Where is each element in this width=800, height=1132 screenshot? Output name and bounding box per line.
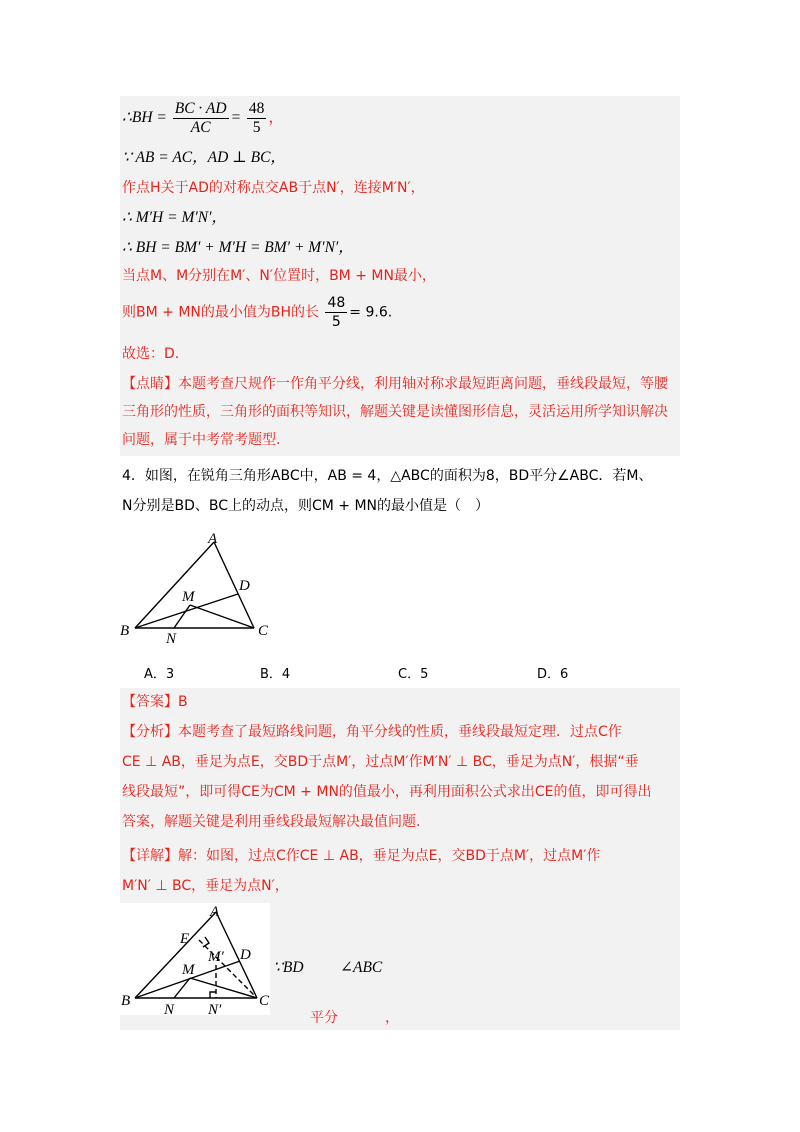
angle-abc: ∠ABC <box>340 959 383 976</box>
answer-line: 【答案】B <box>122 694 188 710</box>
option-b[interactable]: B．4 <box>260 667 291 682</box>
minimum-value-line: 则BM + MN的最小值为BH的长 $\frac{48}{5}$ = 9.6. <box>122 295 393 330</box>
analysis-line-4: 答案，解题关键是利用垂线段最短解决最值问题. <box>122 814 421 830</box>
minimum-condition-line: 当点M、M分别在M′、N′位置时，BM + MN最小， <box>122 268 436 284</box>
note-line-1: 【点睛】本题考查尺规作一作角平分线，利用轴对称求最短距离问题，垂线段最短，等腰 <box>122 376 668 392</box>
fig2-label-n: N <box>164 1002 175 1015</box>
question-triangle-figure <box>118 530 298 650</box>
label-m: M <box>182 589 195 605</box>
trailing-comma: ， <box>385 1010 399 1026</box>
label-b: B <box>120 623 130 639</box>
construction-line: 作点H关于AD的对称点交AB于点N′，连接M′N′， <box>122 180 425 196</box>
analysis-line-1: 【分析】本题考查了最短路线问题，角平分线的性质，垂线段最短定理．过点C作 <box>122 724 622 740</box>
analysis-line-3: 线段最短”，即可得CE为CM + MN的值最小，再利用面积公式求出CE的值，即可得出 <box>122 784 652 800</box>
fig2-label-m-prime: M′ <box>208 949 224 965</box>
formula-bh: ∴BH = $\frac{BC \cdot AD}{AC}$ = $\frac{48}{5}$ ， <box>122 100 284 136</box>
analysis-line-2: CE ⊥ AB，垂足为点E，交BD于点M′，过点M′作M′N′ ⊥ BC，垂足为点N′，根据“垂 <box>122 754 639 770</box>
note-line-2: 三角形的性质，三角形的面积等知识，解题关键是读懂图形信息，灵活运用所学知识解决 <box>122 404 668 420</box>
label-n: N <box>166 631 177 647</box>
because-bd: ∵BD <box>273 959 304 976</box>
fig2-label-b: B <box>121 993 131 1009</box>
bh-sum-line: ∴ BH = BM′ + M′H = BM′ + M′N′， <box>122 239 354 256</box>
choice-line: 故选：D. <box>122 346 180 362</box>
option-c[interactable]: C．5 <box>398 667 429 682</box>
solution-triangle-figure <box>120 903 270 1015</box>
fig2-label-n-prime: N′ <box>208 1002 222 1015</box>
equal-segments-line: ∴ M′H = M′N′， <box>122 209 227 226</box>
fig2-label-a: A <box>210 904 220 920</box>
question-4-line-2: N分别是BD、BC上的动点，则CM + MN的最小值是（ ） <box>122 498 490 514</box>
fig2-label-c: C <box>259 993 270 1009</box>
question-4-line-1: 4．如图，在锐角三角形ABC中，AB = 4，△ABC的面积为8，BD平分∠ABC．若M、 <box>122 468 653 484</box>
option-a[interactable]: A．3 <box>144 667 175 682</box>
fig2-label-m: M <box>182 962 195 978</box>
detail-line-1: 【详解】解：如图，过点C作CE ⊥ AB，垂足为点E，交BD于点M′，过点M′作 <box>122 848 601 864</box>
detail-line-2: M′N′ ⊥ BC，垂足为点N′， <box>122 878 289 894</box>
bisect-text: 平分 <box>310 1010 338 1026</box>
label-c: C <box>258 623 269 639</box>
note-line-3: 问题，属于中考常考题型. <box>122 432 281 448</box>
fig2-label-e: E <box>180 931 190 947</box>
given-line: ∵ AB = AC，AD ⊥ BC， <box>122 149 286 166</box>
fig2-label-d: D <box>240 947 251 963</box>
option-d[interactable]: D．6 <box>537 667 569 682</box>
label-a: A <box>208 531 218 547</box>
label-d: D <box>239 578 250 594</box>
